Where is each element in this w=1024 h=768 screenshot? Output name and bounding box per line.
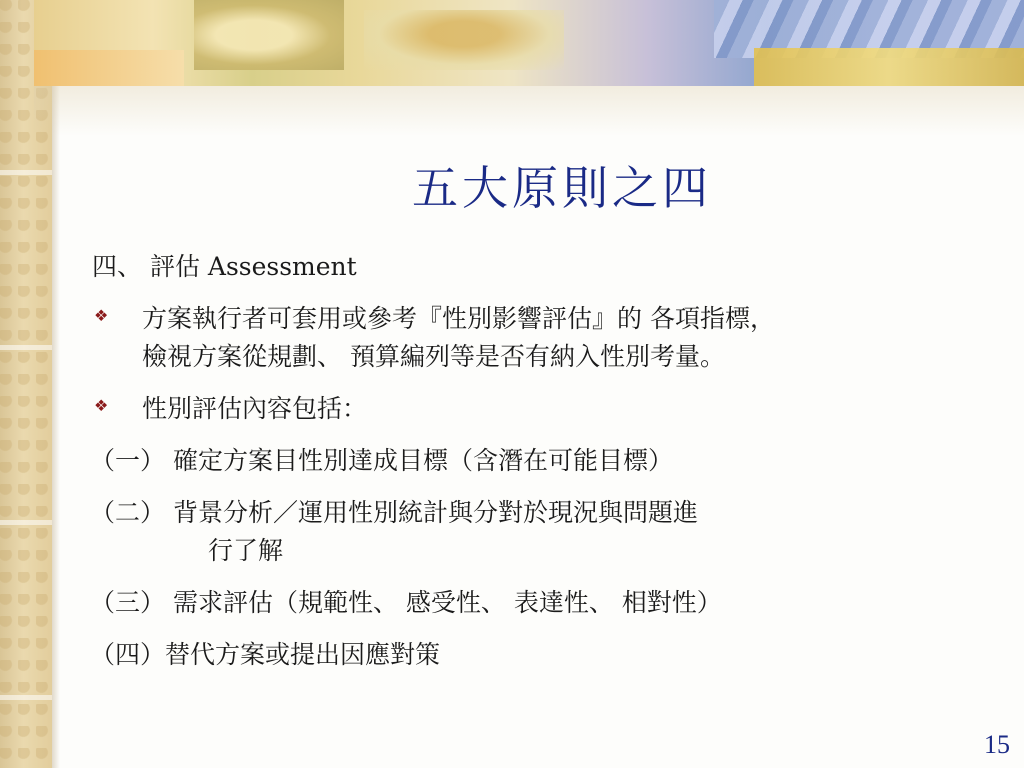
list-item-continuation: 行了解	[208, 536, 284, 565]
banner-patch	[364, 10, 564, 70]
bullet-text-line: 檢視方案從規劃、 預算編列等是否有納入性別考量。	[142, 342, 725, 371]
bullet-text-line: 方案執行者可套用或參考『性別影響評估』的 各項指標，	[142, 304, 775, 333]
banner-patch	[754, 48, 1024, 86]
bullet-text-line: 性別評估內容包括：	[142, 394, 368, 423]
list-item: （三） 需求評估（規範性、 感受性、 表達性、 相對性）	[90, 588, 722, 617]
slide-body	[90, 248, 1010, 674]
banner-shadow	[34, 86, 1024, 136]
list-item: （四）替代方案或提出因應對策	[90, 640, 441, 669]
slide-title: 五大原則之四	[412, 161, 712, 215]
banner-patch	[34, 50, 184, 86]
list-item: （二） 背景分析／運用性別統計與分對於現況與問題進	[90, 498, 698, 527]
bullet-item	[90, 300, 1010, 376]
diamond-bullet-icon: ❖	[94, 396, 109, 415]
bullet-item	[90, 390, 1010, 428]
diamond-bullet-icon: ❖	[94, 306, 109, 325]
banner-patch	[194, 0, 344, 70]
section-heading: 四、 評估 Assessment	[92, 252, 357, 281]
decorative-top-banner	[34, 0, 1024, 86]
page-number: 15	[984, 730, 1010, 759]
list-item: （一） 確定方案目性別達成目標（含潛在可能目標）	[90, 446, 673, 475]
